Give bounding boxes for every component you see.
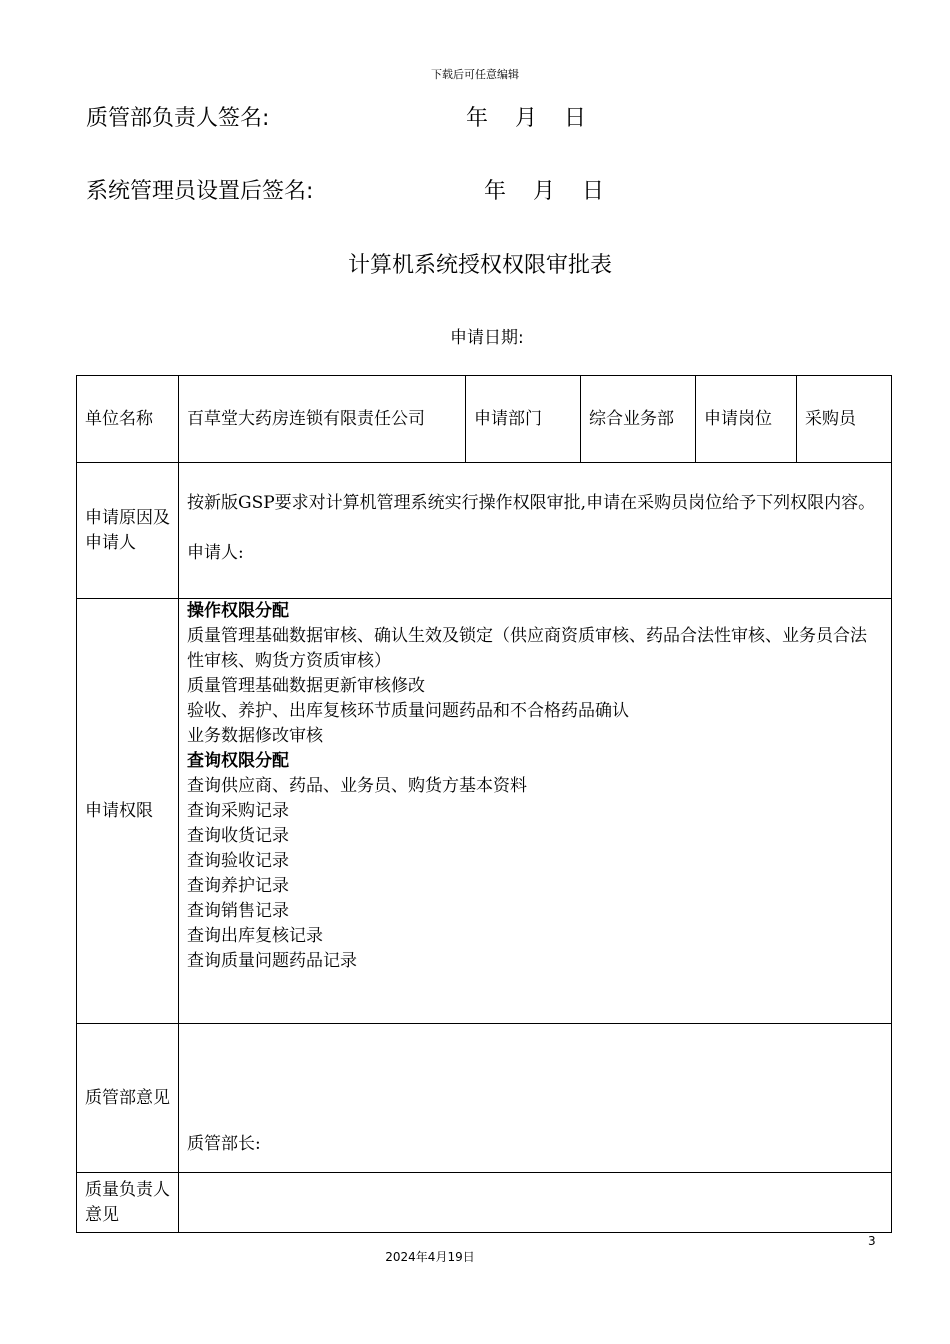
qa-opinion-label: 质管部意见: [77, 1024, 179, 1173]
list-item: 查询出库复核记录: [187, 926, 323, 946]
table-row: [77, 376, 892, 463]
list-item: 查询供应商、药品、业务员、购货方基本资料: [187, 776, 527, 796]
table-row: [77, 599, 892, 1024]
list-item: 查询质量问题药品记录: [187, 951, 357, 971]
permissions-cell: [179, 599, 892, 1024]
list-item: 业务数据修改审核: [187, 726, 323, 746]
day-label: 日: [564, 106, 587, 131]
admin-signature-date: [484, 174, 604, 205]
quality-head-opinion-label: 质量负责人意见: [77, 1173, 179, 1233]
unit-name-value: 百草堂大药房连锁有限责任公司: [179, 376, 466, 463]
post-label: 申请岗位: [696, 376, 797, 463]
admin-signature-label: 系统管理员设置后签名:: [86, 179, 314, 204]
list-item: 验收、养护、出库复核环节质量问题药品和不合格药品确认: [187, 701, 629, 721]
footer-date: 2024年4月19日: [385, 1250, 475, 1264]
apply-date-label: 申请日期:: [450, 328, 524, 348]
quality-head-opinion-cell: [179, 1173, 892, 1233]
table-row: [77, 1024, 892, 1173]
reason-text: 按新版GSP要求对计算机管理系统实行操作权限审批,申请在采购员岗位给予下列权限内容。: [187, 493, 876, 513]
list-item: 质量管理基础数据更新审核修改: [187, 676, 425, 696]
list-item: 查询销售记录: [187, 901, 289, 921]
query-permissions-heading: 查询权限分配: [187, 751, 289, 771]
header-note: 下载后可任意编辑: [431, 68, 519, 81]
page-number: 3: [868, 1234, 876, 1248]
authorization-form-table: [76, 375, 892, 1233]
post-value: 采购员: [797, 376, 892, 463]
year-label: 年: [484, 179, 507, 204]
reason-label: 申请原因及申请人: [77, 463, 179, 599]
qa-head-signer-label: 质管部长:: [187, 1134, 261, 1154]
qa-opinion-cell: [179, 1024, 892, 1173]
list-item: 质量管理基础数据审核、确认生效及锁定（供应商资质审核、药品合法性审核、业务员合法性审核、购货方资质审核）: [187, 626, 867, 671]
list-item: 查询验收记录: [187, 851, 289, 871]
list-item: 查询采购记录: [187, 801, 289, 821]
table-row: [77, 1173, 892, 1233]
list-item: 查询收货记录: [187, 826, 289, 846]
unit-name-label: 单位名称: [77, 376, 179, 463]
table-row: [77, 463, 892, 599]
form-title: 计算机系统授权权限审批表: [347, 253, 612, 278]
department-label: 申请部门: [466, 376, 581, 463]
applicant-label: 申请人:: [187, 543, 244, 563]
year-label: 年: [466, 106, 489, 131]
reason-cell: [179, 463, 892, 599]
qa-head-signature-date: [466, 101, 586, 132]
qa-head-signature-label: 质管部负责人签名:: [86, 106, 270, 131]
month-label: 月: [533, 179, 556, 204]
department-value: 综合业务部: [581, 376, 696, 463]
month-label: 月: [515, 106, 538, 131]
day-label: 日: [582, 179, 605, 204]
permissions-label: 申请权限: [77, 599, 179, 1024]
operation-permissions-heading: 操作权限分配: [187, 601, 289, 621]
list-item: 查询养护记录: [187, 876, 289, 896]
